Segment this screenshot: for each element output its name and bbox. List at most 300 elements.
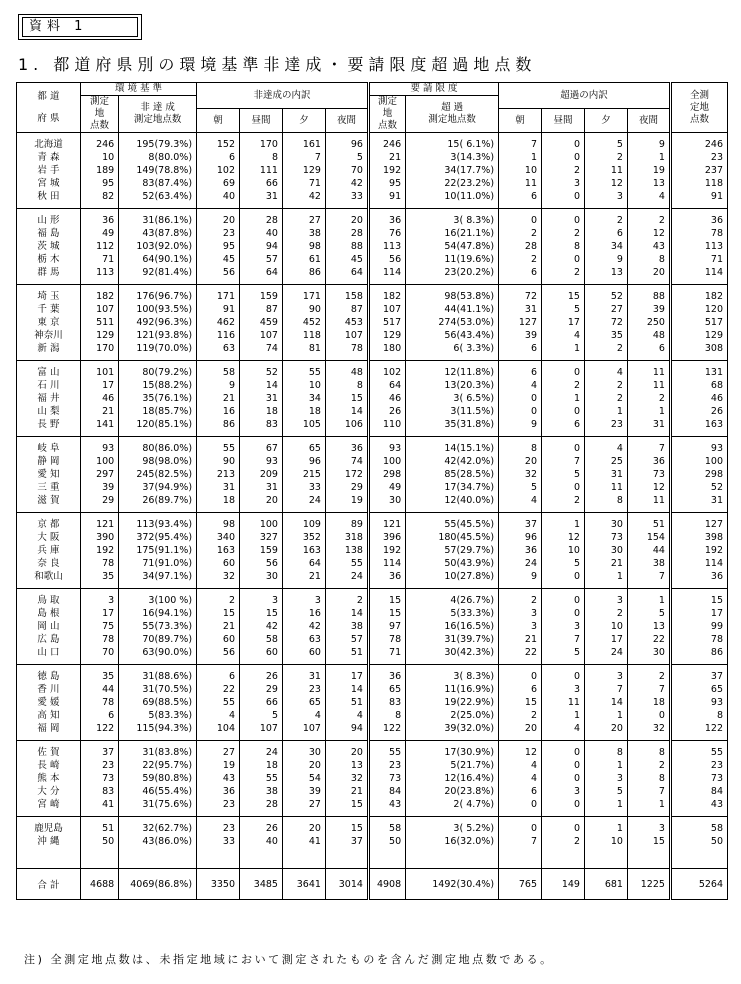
cell-value: 56 — [222, 647, 236, 658]
cell-value: 36 — [350, 443, 363, 454]
cell-value: 182 — [704, 291, 723, 302]
cell-value: 83 — [389, 697, 402, 708]
data-cell — [325, 665, 368, 741]
total-cell: 149 — [542, 869, 585, 900]
prefecture-name: 熊 本 — [37, 773, 60, 784]
cell-value: 129 — [382, 330, 402, 341]
cell-value: 4 — [530, 773, 538, 784]
cell-value: 17 — [102, 380, 115, 391]
cell-value: 12 — [652, 228, 665, 239]
cell-value: 35(31.8%) — [444, 419, 495, 430]
data-cell — [282, 589, 325, 665]
total-cell: 4908 — [368, 869, 405, 900]
prefecture-name: 徳 島 — [37, 671, 60, 682]
cell-value: 71 — [308, 178, 321, 189]
cell-value: 121 — [382, 519, 402, 530]
cell-value: 8 — [716, 710, 723, 721]
cell-value: 2 — [616, 608, 623, 619]
cell-value: 1 — [573, 710, 580, 721]
cell-value: 29 — [350, 482, 363, 493]
cell-value: 213 — [216, 469, 236, 480]
data-cell — [368, 133, 405, 209]
data-cell — [197, 209, 240, 285]
cell-value: 7 — [616, 684, 623, 695]
cell-value: 192 — [382, 165, 402, 176]
data-cell — [368, 665, 405, 741]
cell-value: 39(32.0%) — [444, 723, 495, 734]
cell-value: 37(94.9%) — [142, 482, 193, 493]
cell-value: 37 — [102, 747, 115, 758]
cell-value: 1 — [616, 823, 623, 834]
cell-value: 10 — [610, 621, 623, 632]
cell-value: 517 — [704, 317, 723, 328]
time-header-morning: 朝 — [499, 109, 542, 133]
cell-value: 237 — [704, 165, 723, 176]
cell-value: 398 — [704, 532, 723, 543]
data-cell — [80, 209, 118, 285]
data-cell — [584, 209, 627, 285]
cell-value: 0 — [530, 671, 538, 682]
cell-value: 246 — [704, 139, 723, 150]
cell-value: 182 — [96, 291, 115, 302]
cell-value: 15 — [350, 823, 363, 834]
cell-value: 21 — [102, 406, 115, 417]
cell-value: 3 — [616, 595, 623, 606]
data-cell — [282, 741, 325, 817]
cell-value: 30(42.3%) — [444, 647, 495, 658]
total-row — [17, 869, 728, 900]
prefecture-name-cell — [17, 209, 81, 285]
cell-value: 92(81.4%) — [142, 267, 193, 278]
cell-value: 36 — [652, 456, 665, 467]
prefecture-name: 秋 田 — [37, 191, 60, 202]
cell-value: 31 — [524, 304, 538, 315]
cell-value: 15( 6.1%) — [447, 139, 495, 150]
prefecture-group — [17, 589, 728, 665]
cell-value: 71 — [389, 647, 402, 658]
cell-value: 5 — [573, 647, 580, 658]
cell-value: 308 — [704, 343, 723, 354]
data-cell — [119, 589, 197, 665]
cell-value: 69(88.5%) — [142, 697, 193, 708]
cell-value: 17 — [350, 671, 363, 682]
cell-value: 11 — [610, 165, 623, 176]
cell-value: 2(25.0%) — [450, 710, 495, 721]
cell-value: 31 — [265, 482, 278, 493]
cell-value: 30 — [389, 495, 402, 506]
exceed-breakdown-header: 超過の内訳 — [499, 83, 671, 109]
data-cell — [584, 133, 627, 209]
cell-value: 42 — [265, 621, 278, 632]
data-cell — [325, 209, 368, 285]
prefecture-name-cell — [17, 513, 81, 589]
cell-value: 11 — [567, 697, 580, 708]
prefecture-name: 岡 山 — [37, 621, 60, 632]
cell-value: 6 — [616, 228, 623, 239]
cell-value: 27 — [308, 799, 321, 810]
cell-value: 18 — [265, 760, 278, 771]
data-cell — [80, 817, 118, 869]
cell-value: 192 — [96, 545, 115, 556]
cell-value: 11 — [610, 482, 623, 493]
time-header-night: 夜間 — [627, 109, 670, 133]
cell-value: 93 — [710, 697, 723, 708]
data-cell — [325, 361, 368, 437]
cell-value: 58 — [389, 823, 402, 834]
cell-value: 96 — [524, 532, 538, 543]
data-cell — [627, 817, 670, 869]
cell-value: 20 — [524, 456, 538, 467]
cell-value: 50 — [389, 836, 402, 847]
cell-value: 114 — [382, 558, 402, 569]
cell-value: 115(94.3%) — [136, 723, 193, 734]
prefecture-name: 長 崎 — [37, 760, 60, 771]
cell-value: 15 — [350, 799, 363, 810]
prefecture-name-cell — [17, 665, 81, 741]
cell-value: 35 — [102, 571, 115, 582]
cell-value: 246 — [96, 139, 115, 150]
cell-value: 78 — [710, 634, 723, 645]
cell-value: 23 — [222, 823, 236, 834]
data-cell — [325, 817, 368, 869]
data-cell — [499, 361, 542, 437]
data-cell — [119, 513, 197, 589]
cell-value: 7 — [530, 836, 538, 847]
cell-value: 2 — [573, 495, 580, 506]
cell-value: 20 — [308, 823, 321, 834]
cell-value: 0 — [573, 254, 580, 265]
cell-value: 2 — [658, 215, 665, 226]
data-cell — [282, 513, 325, 589]
cell-value: 327 — [259, 532, 278, 543]
cell-value: 23 — [389, 760, 402, 771]
cell-value: 180 — [382, 343, 402, 354]
cell-value: 5 — [573, 558, 580, 569]
cell-value: 297 — [96, 469, 115, 480]
cell-value: 55(45.5%) — [444, 519, 495, 530]
cell-value: 20 — [350, 215, 363, 226]
cell-value: 78 — [389, 634, 402, 645]
prefecture-name: 滋 賀 — [37, 495, 60, 506]
cell-value: 0 — [658, 710, 665, 721]
cell-value: 45 — [222, 254, 236, 265]
cell-value: 7 — [658, 443, 665, 454]
cell-value: 96 — [350, 139, 363, 150]
data-cell — [406, 665, 499, 741]
cell-value: 52(63.4%) — [142, 191, 193, 202]
cell-value: 64 — [308, 558, 321, 569]
data-cell — [197, 589, 240, 665]
cell-value: 78 — [102, 634, 115, 645]
prefecture-name-cell — [17, 741, 81, 817]
total-points-header: 全測 定地 点数 — [670, 83, 727, 133]
cell-value: 8 — [271, 152, 278, 163]
cell-value: 492(96.3%) — [136, 317, 193, 328]
data-cell — [119, 665, 197, 741]
cell-value: 48 — [350, 367, 363, 378]
cell-value: 107 — [302, 723, 321, 734]
cell-value: 55 — [389, 747, 402, 758]
cell-value: 33 — [222, 836, 236, 847]
cell-value: 20 — [222, 215, 236, 226]
cell-value: 91 — [389, 191, 402, 202]
time-header-night: 夜間 — [325, 109, 368, 133]
cell-value: 4(26.7%) — [450, 595, 495, 606]
cell-value: 5 — [573, 304, 580, 315]
cell-value: 51 — [652, 519, 665, 530]
cell-value: 159 — [259, 291, 278, 302]
data-cell — [670, 665, 727, 741]
cell-value: 5(33.3%) — [450, 608, 495, 619]
cell-value: 20 — [652, 267, 665, 278]
cell-value: 40 — [265, 836, 278, 847]
cell-value: 120(85.1%) — [136, 419, 193, 430]
cell-value: 121 — [96, 519, 115, 530]
cell-value: 64(90.1%) — [142, 254, 193, 265]
request-limit-header: 要 請 限 度 — [368, 83, 498, 96]
cell-value: 46 — [389, 393, 402, 404]
cell-value: 107 — [259, 723, 278, 734]
cell-value: 54(47.8%) — [444, 241, 495, 252]
cell-value: 5(21.7%) — [450, 760, 495, 771]
data-cell — [627, 589, 670, 665]
env-standard-header: 環 境 基 準 — [80, 83, 196, 96]
cell-value: 31 — [308, 671, 321, 682]
env-nonachieved-header: 非 達 成 測定地点数 — [119, 96, 197, 133]
cell-value: 3 — [573, 684, 580, 695]
cell-value: 215 — [302, 469, 321, 480]
data-cell — [670, 437, 727, 513]
data-cell — [542, 513, 585, 589]
prefecture-name-cell — [17, 589, 81, 665]
cell-value: 78 — [710, 228, 723, 239]
cell-value: 21 — [308, 571, 321, 582]
prefecture-group — [17, 285, 728, 361]
data-cell — [670, 133, 727, 209]
cell-value: 0 — [573, 760, 580, 771]
cell-value: 116 — [216, 330, 236, 341]
cell-value: 36 — [710, 571, 723, 582]
data-cell — [499, 741, 542, 817]
cell-value: 10 — [610, 836, 623, 847]
cell-value: 39 — [308, 786, 321, 797]
cell-value: 36 — [102, 215, 115, 226]
data-cell — [670, 741, 727, 817]
cell-value: 5 — [658, 608, 665, 619]
data-cell — [197, 817, 240, 869]
cell-value: 56(43.4%) — [444, 330, 495, 341]
cell-value: 30 — [610, 545, 623, 556]
cell-value: 11(19.6%) — [444, 254, 495, 265]
prefecture-name: 大 分 — [37, 786, 60, 797]
data-cell — [119, 741, 197, 817]
cell-value: 0 — [573, 595, 580, 606]
data-cell — [197, 741, 240, 817]
cell-value: 31 — [652, 419, 665, 430]
cell-value: 8 — [658, 773, 665, 784]
cell-value: 31(70.5%) — [142, 684, 193, 695]
prefecture-name: 山 口 — [37, 647, 60, 658]
cell-value: 74 — [350, 456, 363, 467]
prefecture-name-cell — [17, 133, 81, 209]
cell-value: 36 — [222, 786, 236, 797]
data-cell — [584, 513, 627, 589]
cell-value: 23 — [308, 684, 321, 695]
data-cell — [542, 437, 585, 513]
prefecture-name: 静 岡 — [37, 456, 60, 467]
cell-value: 86 — [308, 267, 321, 278]
cell-value: 64 — [350, 267, 363, 278]
cell-value: 63 — [222, 343, 236, 354]
cell-value: 32(62.7%) — [142, 823, 193, 834]
cell-value: 7 — [658, 684, 665, 695]
cell-value: 33 — [350, 191, 363, 202]
cell-value: 31 — [265, 191, 278, 202]
data-cell — [670, 513, 727, 589]
data-cell — [627, 741, 670, 817]
cell-value: 15 — [350, 393, 363, 404]
data-cell — [119, 285, 197, 361]
data-cell — [499, 513, 542, 589]
cell-value: 4 — [573, 723, 580, 734]
cell-value: 42 — [308, 621, 321, 632]
data-cell — [282, 209, 325, 285]
cell-value: 73 — [102, 773, 115, 784]
cell-value: 11 — [652, 367, 665, 378]
cell-value: 176(96.7%) — [136, 291, 193, 302]
cell-value: 0 — [573, 139, 580, 150]
cell-value: 21 — [350, 786, 363, 797]
cell-value: 91 — [710, 191, 723, 202]
cell-value: 3(14.3%) — [450, 152, 495, 163]
data-cell — [240, 817, 283, 869]
data-cell — [325, 741, 368, 817]
prefecture-name: 鳥 取 — [37, 595, 60, 606]
cell-value: 23 — [102, 760, 115, 771]
total-cell: 765 — [499, 869, 542, 900]
cell-value: 1 — [573, 393, 580, 404]
cell-value: 44(41.1%) — [444, 304, 495, 315]
cell-value: 10 — [308, 380, 321, 391]
cell-value: 0 — [573, 773, 580, 784]
cell-value: 35 — [610, 330, 623, 341]
cell-value: 18 — [652, 697, 665, 708]
cell-value: 1 — [658, 152, 665, 163]
data-cell — [670, 817, 727, 869]
cell-value: 23 — [710, 152, 723, 163]
cell-value: 32 — [524, 469, 538, 480]
cell-value: 70 — [350, 165, 363, 176]
cell-value: 43 — [652, 241, 665, 252]
cell-value: 195(79.3%) — [136, 139, 193, 150]
cell-value: 28 — [350, 228, 363, 239]
cell-value: 107 — [382, 304, 402, 315]
cell-value: 104 — [216, 723, 236, 734]
nonachieved-breakdown-header: 非達成の内訳 — [197, 83, 369, 109]
cell-value: 21 — [610, 558, 623, 569]
cell-value: 36 — [389, 215, 402, 226]
cell-value: 20 — [308, 760, 321, 771]
prefecture-name: 愛 知 — [37, 469, 60, 480]
req-measured-header: 測定 地 点数 — [368, 96, 405, 133]
cell-value: 170 — [96, 343, 115, 354]
cell-value: 30 — [610, 519, 623, 530]
data-cell — [119, 361, 197, 437]
cell-value: 93 — [389, 443, 402, 454]
cell-value: 106 — [344, 419, 363, 430]
time-header-evening: 夕 — [282, 109, 325, 133]
cell-value: 0 — [530, 393, 538, 404]
cell-value: 0 — [530, 799, 538, 810]
data-cell — [282, 361, 325, 437]
cell-value: 95 — [102, 178, 115, 189]
data-cell — [240, 133, 283, 209]
total-cell: 4688 — [80, 869, 118, 900]
cell-value: 56 — [389, 254, 402, 265]
cell-value: 26 — [265, 671, 278, 682]
cell-value: 43(87.8%) — [142, 228, 193, 239]
cell-value: 11 — [652, 380, 665, 391]
cell-value: 64 — [389, 380, 402, 391]
cell-value: 20 — [524, 723, 538, 734]
data-cell — [119, 437, 197, 513]
cell-value: 0 — [573, 747, 580, 758]
cell-value: 2 — [530, 228, 538, 239]
cell-value: 517 — [382, 317, 402, 328]
prefecture-name: 鹿児島 — [34, 823, 63, 834]
cell-value: 66 — [265, 697, 278, 708]
data-cell — [119, 209, 197, 285]
cell-value: 39 — [652, 304, 665, 315]
cell-value: 17(34.7%) — [444, 482, 495, 493]
cell-value: 68 — [710, 380, 723, 391]
cell-value: 122 — [382, 723, 402, 734]
cell-value: 32 — [350, 773, 363, 784]
data-cell — [368, 817, 405, 869]
cell-value: 26 — [389, 406, 402, 417]
cell-value: 163 — [216, 545, 236, 556]
cell-value: 22 — [652, 634, 665, 645]
cell-value: 94 — [350, 723, 363, 734]
cell-value: 31(83.8%) — [142, 747, 193, 758]
prefecture-name: 愛 媛 — [37, 697, 60, 708]
cell-value: 64 — [265, 267, 278, 278]
cell-value: 90 — [308, 304, 321, 315]
cell-value: 7 — [530, 139, 538, 150]
cell-value: 18(85.7%) — [142, 406, 193, 417]
cell-value: 17(30.9%) — [444, 747, 495, 758]
cell-value: 18 — [265, 406, 278, 417]
prefecture-name: 北海道 — [34, 139, 63, 150]
cell-value: 0 — [573, 608, 580, 619]
cell-value: 42(42.0%) — [444, 456, 495, 467]
cell-value: 65 — [308, 443, 321, 454]
cell-value: 28 — [265, 799, 278, 810]
prefecture-name: 福 岡 — [37, 723, 60, 734]
cell-value: 122 — [704, 723, 723, 734]
total-cell: 1492(30.4%) — [406, 869, 499, 900]
data-cell — [282, 285, 325, 361]
data-cell — [542, 817, 585, 869]
prefecture-name-cell — [17, 285, 81, 361]
cell-value: 3(100 %) — [148, 595, 193, 606]
cell-value: 113 — [96, 267, 115, 278]
cell-value: 88 — [350, 241, 363, 252]
cell-value: 26(89.7%) — [142, 495, 193, 506]
data-cell — [240, 285, 283, 361]
data-cell — [80, 133, 118, 209]
cell-value: 3 — [616, 671, 623, 682]
